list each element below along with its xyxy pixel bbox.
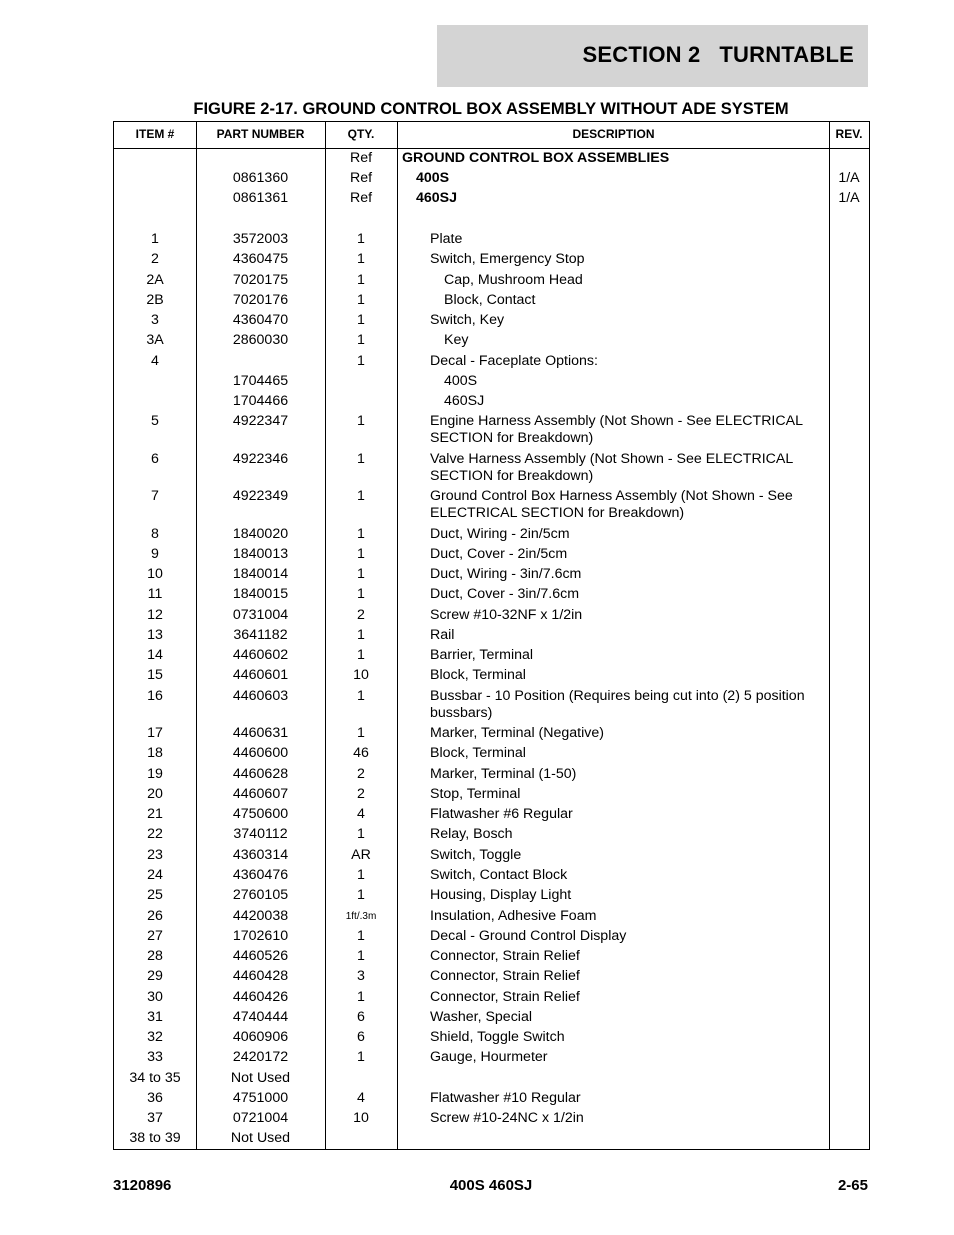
item-cell: 11	[147, 586, 163, 602]
part-number-cell: 4751000	[232, 1090, 289, 1106]
qty-cell: 3	[357, 968, 365, 984]
item-cell: 29	[147, 968, 163, 984]
part-number-cell: 4460601	[232, 667, 289, 683]
description-cell: Duct, Wiring - 3in/7.6cm	[430, 566, 582, 582]
part-number-cell: 4460607	[232, 786, 289, 802]
description-cell: Insulation, Adhesive Foam	[430, 908, 597, 924]
item-cell: 30	[147, 989, 163, 1005]
item-cell: 36	[147, 1090, 163, 1106]
rev-cell: 1/A	[838, 170, 860, 186]
part-number-cell: 4460600	[232, 745, 289, 761]
qty-cell: 1	[357, 413, 365, 429]
part-number-cell: Not Used	[230, 1130, 291, 1146]
item-cell: 32	[147, 1029, 163, 1045]
qty-cell: 1	[357, 647, 365, 663]
part-number-cell: Not Used	[230, 1070, 291, 1086]
description-cell: Switch, Key	[430, 312, 505, 328]
part-number-cell: 4360476	[232, 867, 289, 883]
qty-cell: 2	[357, 786, 365, 802]
description-cell: Duct, Cover - 2in/5cm	[430, 546, 568, 562]
item-cell: 34 to 35	[129, 1070, 181, 1086]
description-cell: 460SJ	[444, 393, 485, 409]
description-cell: Housing, Display Light	[430, 887, 572, 903]
part-number-cell: 1840013	[232, 546, 289, 562]
item-cell: 27	[147, 928, 163, 944]
item-cell: 33	[147, 1049, 163, 1065]
part-number-cell: 4460603	[232, 688, 289, 704]
part-number-cell: 1704465	[232, 373, 289, 389]
section-title: SECTION 2 TURNTABLE	[582, 42, 854, 67]
part-number-cell: 1840015	[232, 586, 289, 602]
part-number-cell: 4420038	[232, 908, 289, 924]
footer-doc-number: 3120896	[113, 1177, 172, 1194]
description-cell: Cap, Mushroom Head	[444, 272, 583, 288]
column-header-description: DESCRIPTION	[572, 127, 655, 141]
qty-cell: 10	[353, 1110, 369, 1126]
qty-cell: 1	[357, 292, 365, 308]
part-number-cell: 4922347	[232, 413, 289, 429]
description-cell: 460SJ	[416, 190, 458, 206]
part-number-cell: 1840020	[232, 526, 289, 542]
item-cell: 18	[147, 745, 163, 761]
part-number-cell: 4360314	[232, 847, 289, 863]
description-cell: Engine Harness Assembly (Not Shown - See ELECTRICAL SECTION for Breakdown)	[430, 413, 803, 446]
qty-cell: 1	[357, 526, 365, 542]
qty-cell: Ref	[349, 150, 373, 166]
item-cell: 7	[151, 488, 159, 504]
description-cell: Stop, Terminal	[430, 786, 521, 802]
qty-cell: 46	[353, 745, 369, 761]
part-number-cell: 0861360	[232, 170, 289, 186]
part-number-cell: 4460426	[232, 989, 289, 1005]
parts-table	[113, 121, 870, 1150]
description-cell: Screw #10-32NF x 1/2in	[430, 607, 583, 623]
item-cell: 21	[147, 806, 163, 822]
column-header-part-number: PART NUMBER	[216, 127, 305, 141]
part-number-cell: 2420172	[232, 1049, 289, 1065]
part-number-cell: 4750600	[232, 806, 289, 822]
qty-cell: 1	[357, 725, 365, 741]
description-cell: Duct, Cover - 3in/7.6cm	[430, 586, 580, 602]
part-number-cell: 3572003	[232, 231, 289, 247]
qty-cell: 1	[357, 948, 365, 964]
part-number-cell: 4922349	[232, 488, 289, 504]
qty-cell: 1	[357, 231, 365, 247]
item-cell: 4	[151, 353, 159, 369]
description-cell: Flatwasher #10 Regular	[430, 1090, 581, 1106]
qty-cell: 6	[357, 1009, 365, 1025]
part-number-cell: 0731004	[232, 607, 289, 623]
qty-cell: 6	[357, 1029, 365, 1045]
part-number-cell: 4922346	[232, 451, 289, 467]
description-cell: Bussbar - 10 Position (Requires being cut into (2) 5 position bussbars)	[430, 688, 805, 721]
item-cell: 1	[151, 231, 159, 247]
qty-cell: Ref	[349, 190, 373, 206]
description-cell: Valve Harness Assembly (Not Shown - See ELECTRICAL SECTION for Breakdown)	[430, 451, 793, 484]
description-cell: GROUND CONTROL BOX ASSEMBLIES	[402, 150, 670, 166]
item-cell: 20	[147, 786, 163, 802]
item-cell: 12	[147, 607, 163, 623]
description-cell: Marker, Terminal (1-50)	[430, 766, 577, 782]
description-cell: Barrier, Terminal	[430, 647, 534, 663]
part-number-cell: 2760105	[232, 887, 289, 903]
part-number-cell: 4360470	[232, 312, 289, 328]
item-cell: 26	[147, 908, 163, 924]
part-number-cell: 4460628	[232, 766, 289, 782]
description-cell: Connector, Strain Relief	[430, 968, 580, 984]
qty-cell: 1	[357, 627, 365, 643]
section-header	[437, 25, 868, 87]
qty-cell: 1	[357, 332, 365, 348]
qty-cell: 1ft/.3m	[345, 911, 377, 922]
item-cell: 25	[147, 887, 163, 903]
description-cell: Switch, Emergency Stop	[430, 251, 585, 267]
item-cell: 2A	[146, 272, 164, 288]
item-cell: 19	[147, 766, 163, 782]
footer-page-number: 2-65	[837, 1177, 868, 1194]
description-cell: Duct, Wiring - 2in/5cm	[430, 526, 570, 542]
description-cell: Block, Terminal	[430, 667, 526, 683]
part-number-cell: 0721004	[232, 1110, 289, 1126]
description-cell: Switch, Toggle	[430, 847, 522, 863]
item-cell: 23	[147, 847, 163, 863]
description-cell: Washer, Special	[430, 1009, 532, 1025]
description-cell: Shield, Toggle Switch	[430, 1029, 565, 1045]
item-cell: 38 to 39	[129, 1130, 181, 1146]
figure-title: FIGURE 2-17. GROUND CONTROL BOX ASSEMBLY WITHOUT ADE SYSTEM	[193, 100, 789, 118]
description-cell: Ground Control Box Harness Assembly (Not Shown - See ELECTRICAL SECTION for Breakdown)	[430, 488, 793, 521]
description-cell: 400S	[444, 373, 478, 389]
qty-cell: Ref	[349, 170, 373, 186]
item-cell: 8	[151, 526, 159, 542]
description-cell: Connector, Strain Relief	[430, 989, 580, 1005]
qty-cell: 1	[357, 887, 365, 903]
item-cell: 2	[151, 251, 159, 267]
part-number-cell: 4460428	[232, 968, 289, 984]
item-cell: 3	[151, 312, 159, 328]
description-cell: Plate	[430, 231, 463, 247]
qty-cell: 1	[357, 312, 365, 328]
qty-cell: 2	[357, 766, 365, 782]
qty-cell: AR	[351, 847, 371, 863]
part-number-cell: 1840014	[232, 566, 289, 582]
item-cell: 10	[147, 566, 163, 582]
part-number-cell: 1704466	[232, 393, 289, 409]
qty-cell: 2	[357, 607, 365, 623]
description-cell: Decal - Faceplate Options:	[430, 353, 598, 369]
column-header-qty: QTY.	[347, 127, 375, 141]
description-cell: Key	[444, 332, 469, 348]
table-header	[114, 122, 869, 149]
part-number-cell: 7020176	[232, 292, 289, 308]
item-cell: 2B	[146, 292, 164, 308]
qty-cell: 1	[357, 586, 365, 602]
part-number-cell: 1702610	[232, 928, 289, 944]
rev-cell: 1/A	[838, 190, 860, 206]
item-cell: 22	[147, 826, 163, 842]
item-cell: 17	[147, 725, 163, 741]
qty-cell: 1	[357, 566, 365, 582]
qty-cell: 1	[357, 451, 365, 467]
item-cell: 31	[147, 1009, 163, 1025]
qty-cell: 1	[357, 928, 365, 944]
part-number-cell: 4460602	[232, 647, 289, 663]
qty-cell: 10	[353, 667, 369, 683]
item-cell: 14	[147, 647, 163, 663]
part-number-cell: 4360475	[232, 251, 289, 267]
item-cell: 24	[147, 867, 163, 883]
qty-cell: 1	[357, 1049, 365, 1065]
qty-cell: 1	[357, 251, 365, 267]
item-cell: 16	[147, 688, 163, 704]
qty-cell: 4	[357, 806, 365, 822]
part-number-cell: 7020175	[232, 272, 289, 288]
qty-cell: 4	[357, 1090, 365, 1106]
qty-cell: 1	[357, 488, 365, 504]
description-cell: Flatwasher #6 Regular	[430, 806, 573, 822]
qty-cell: 1	[357, 546, 365, 562]
item-cell: 15	[147, 667, 163, 683]
description-cell: Rail	[430, 627, 455, 643]
column-header-item: ITEM #	[135, 127, 175, 141]
part-number-cell: 4060906	[232, 1029, 289, 1045]
column-header-rev: REV.	[835, 127, 863, 141]
description-cell: Marker, Terminal (Negative)	[430, 725, 604, 741]
part-number-cell: 0861361	[232, 190, 289, 206]
description-cell: Connector, Strain Relief	[430, 948, 580, 964]
item-cell: 13	[147, 627, 163, 643]
qty-cell: 1	[357, 272, 365, 288]
description-cell: 400S	[416, 170, 450, 186]
item-cell: 9	[151, 546, 159, 562]
qty-cell: 1	[357, 688, 365, 704]
item-cell: 3A	[146, 332, 164, 348]
part-number-cell: 4460631	[232, 725, 289, 741]
part-number-cell: 4740444	[232, 1009, 289, 1025]
qty-cell: 1	[357, 989, 365, 1005]
footer-model: 400S 460SJ	[449, 1177, 533, 1194]
description-cell: Relay, Bosch	[430, 826, 513, 842]
description-cell: Block, Terminal	[430, 745, 526, 761]
description-cell: Gauge, Hourmeter	[430, 1049, 548, 1065]
part-number-cell: 3740112	[233, 826, 288, 842]
qty-cell: 1	[357, 826, 365, 842]
part-number-cell: 4460526	[232, 948, 289, 964]
item-cell: 28	[147, 948, 163, 964]
description-cell: Screw #10-24NC x 1/2in	[430, 1110, 584, 1126]
description-cell: Block, Contact	[444, 292, 536, 308]
item-cell: 6	[151, 451, 159, 467]
part-number-cell: 3641182	[233, 627, 288, 643]
part-number-cell: 2860030	[232, 332, 289, 348]
item-cell: 37	[147, 1110, 163, 1126]
qty-cell: 1	[357, 867, 365, 883]
item-cell: 5	[151, 413, 159, 429]
description-cell: Switch, Contact Block	[430, 867, 568, 883]
description-cell: Decal - Ground Control Display	[430, 928, 627, 944]
qty-cell: 1	[357, 353, 365, 369]
